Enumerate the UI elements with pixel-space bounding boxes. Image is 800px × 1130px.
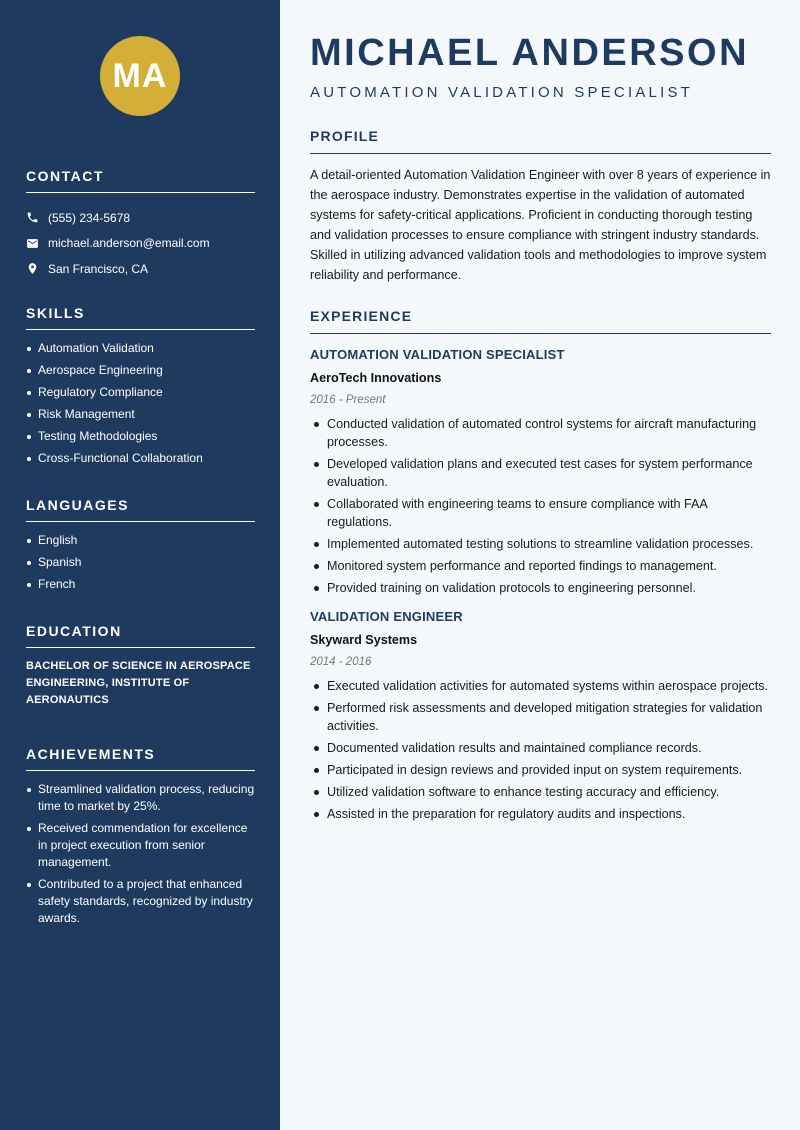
avatar-initials: MA: [100, 36, 180, 116]
skill-item: Testing Methodologies: [26, 428, 255, 445]
job-bullets: [310, 677, 771, 823]
achievement-item: Contributed to a project that enhanced safety standards, recognized by industry awards.: [26, 876, 255, 927]
candidate-name: MICHAEL ANDERSON: [310, 32, 750, 74]
education-degree: BACHELOR OF SCIENCE IN AEROSPACE ENGINEERING, INSTITUTE OF AERONAUTICS: [26, 660, 251, 706]
skill-item: Regulatory Compliance: [26, 384, 255, 401]
job-bullet: Participated in design reviews and provided input on system requirements.: [310, 761, 771, 779]
sidebar: [0, 0, 280, 1130]
achievements-section: [26, 746, 255, 932]
job-dates: 2016 - Present: [310, 394, 386, 406]
languages-list: [26, 532, 255, 593]
contact-location-text: San Francisco, CA: [48, 261, 149, 276]
contact-heading: CONTACT: [26, 168, 255, 193]
education-section: [26, 623, 255, 709]
job-title: AUTOMATION VALIDATION SPECIALIST: [310, 347, 565, 362]
skills-list: [26, 340, 255, 467]
skills-section: [26, 305, 255, 472]
job-dates: 2014 - 2016: [310, 656, 372, 668]
experience-section: [310, 308, 771, 827]
job-bullet: Performed risk assessments and developed mitigation strategies for validation activities.: [310, 699, 771, 735]
contact-section: [26, 168, 255, 282]
achievement-item: Received commendation for excellence in project execution from senior management.: [26, 820, 255, 871]
email-icon: [26, 237, 48, 250]
achievement-item: Streamlined validation process, reducing time to market by 25%.: [26, 781, 255, 815]
job-bullet: Monitored system performance and reported findings to management.: [310, 557, 771, 575]
job-company: Skyward Systems: [310, 633, 418, 647]
job-title: VALIDATION ENGINEER: [310, 609, 463, 624]
candidate-title: AUTOMATION VALIDATION SPECIALIST: [310, 84, 694, 101]
job-bullet: Collaborated with engineering teams to ensure compliance with FAA regulations.: [310, 495, 771, 531]
skill-item: Automation Validation: [26, 340, 255, 357]
language-item: Spanish: [26, 554, 255, 571]
job-bullets: [310, 415, 771, 597]
experience-heading: EXPERIENCE: [310, 308, 771, 334]
skill-item: Aerospace Engineering: [26, 362, 255, 379]
skill-item: Cross-Functional Collaboration: [26, 450, 255, 467]
job-bullet: Documented validation results and maintained compliance records.: [310, 739, 771, 757]
achievements-list: [26, 781, 255, 927]
achievements-heading: ACHIEVEMENTS: [26, 746, 255, 771]
contact-email: [26, 231, 255, 257]
contact-phone-text: (555) 234-5678: [48, 210, 131, 225]
contact-list: [26, 205, 255, 282]
location-pin-icon: [26, 262, 48, 275]
job-bullet: Implemented automated testing solutions to streamline validation processes.: [310, 535, 771, 553]
job-entry: [310, 609, 771, 823]
job-bullet: Provided training on validation protocols to engineering personnel.: [310, 579, 771, 597]
contact-location: [26, 256, 255, 282]
job-entry: [310, 347, 771, 597]
profile-section: [310, 128, 771, 285]
language-item: French: [26, 576, 255, 593]
job-bullet: Conducted validation of automated control systems for aircraft manufacturing processes.: [310, 415, 771, 451]
profile-heading: PROFILE: [310, 128, 771, 154]
profile-text: A detail-oriented Automation Validation Engineer with over 8 years of experience in the aerospace industry. Demonstrates expertise in the validation of automated systems for safety-critical applications. Proficient in conducting thorough testing and validation processes to ensure compliance with stringent industry standards. Skilled in utilizing advanced validation tools and methodologies to improve system reliability and performance.: [310, 168, 771, 282]
languages-heading: LANGUAGES: [26, 497, 255, 522]
skills-heading: SKILLS: [26, 305, 255, 330]
job-bullet: Assisted in the preparation for regulatory audits and inspections.: [310, 805, 771, 823]
job-company: AeroTech Innovations: [310, 371, 442, 385]
language-item: English: [26, 532, 255, 549]
job-bullet: Developed validation plans and executed test cases for system performance evaluation.: [310, 455, 771, 491]
phone-icon: [26, 211, 48, 224]
languages-section: [26, 497, 255, 598]
skill-item: Risk Management: [26, 406, 255, 423]
education-heading: EDUCATION: [26, 623, 255, 648]
job-bullet: Executed validation activities for automated systems within aerospace projects.: [310, 677, 771, 695]
contact-phone: [26, 205, 255, 231]
job-bullet: Utilized validation software to enhance testing accuracy and efficiency.: [310, 783, 771, 801]
contact-email-text: michael.anderson@email.com: [48, 236, 210, 251]
